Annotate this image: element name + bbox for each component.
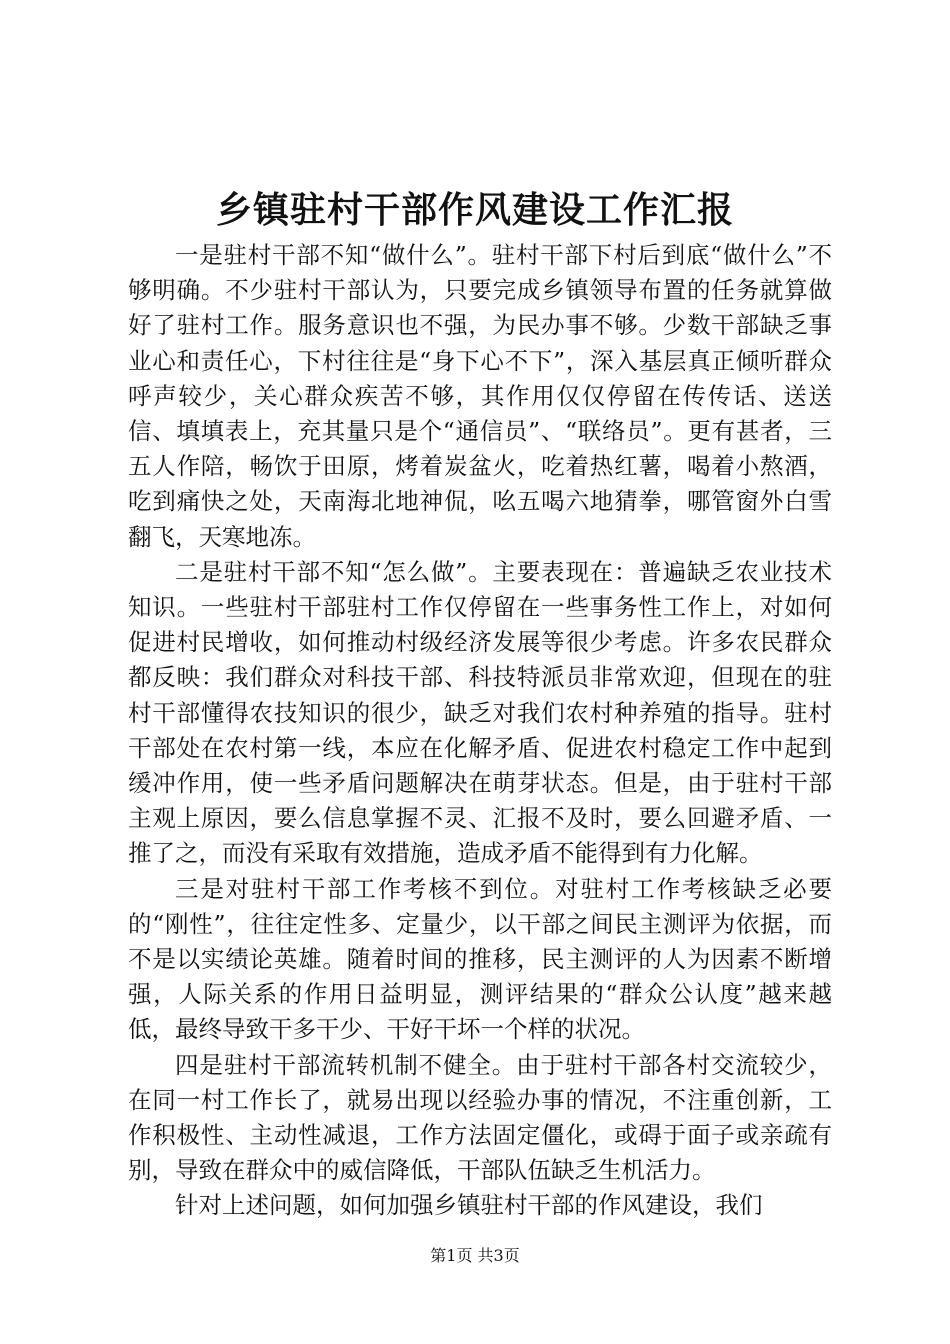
page-footer: 第1页 共3页 [430, 1246, 520, 1265]
paragraph-3: 三是对驻村干部工作考核不到位。对驻村工作考核缺乏必要的“刚性”，往往定性多、定量少，以干部之间民主测评为依据，而不是以实绩论英雄。随着时间的推移，民主测评的人为因素不断增强，人际关系的作用日益明显，测评结果的“群众公认度”越来越低，最终导致干多干少、干好干坏一个样的状况。 [128, 874, 832, 1044]
paragraph-5: 针对上述问题，如何加强乡镇驻村干部的作风建设，我们 [175, 1191, 763, 1220]
document-body [128, 238, 832, 1224]
document-title: 乡镇驻村干部作风建设工作汇报 [215, 189, 734, 231]
paragraph-1: 一是驻村干部不知“做什么”。驻村干部下村后到底“做什么”不够明确。不少驻村干部认为，只要完成乡镇领导布置的任务就算做好了驻村工作。服务意识也不强，为民办事不够。少数干部缺乏事业心和责任心，下村往往是“身下心不下”，深入基层真正倾听群众呼声较少，关心群众疾苦不够，其作用仅仅停留在传传话、送送信、填填表上，充其量只是个“通信员”、“联络员”。更有甚者，三五人作陪，畅饮于田原，烤着炭盆火，吃着热红薯，喝着小熬酒，吃到痛快之处，天南海北地神侃，吆五喝六地猜拳，哪管窗外白雪翻飞，天寒地冻。 [128, 241, 832, 551]
paragraph-4: 四是驻村干部流转机制不健全。由于驻村干部各村交流较少，在同一村工作长了，就易出现以经验办事的情况，不注重创新，工作积极性、主动性减退，工作方法固定僵化，或碍于面子或亲疏有别，导致在群众中的威信降低，干部队伍缺乏生机活力。 [128, 1050, 832, 1185]
paragraph-2: 二是驻村干部不知“怎么做”。主要表现在：普遍缺乏农业技术知识。一些驻村干部驻村工作仅停留在一些事务性工作上，对如何促进村民增收，如何推动村级经济发展等很少考虑。许多农民群众都反映：我们群众对科技干部、科技特派员非常欢迎，但现在的驻村干部懂得农技知识的很少，缺乏对我们农村种养殖的指导。驻村干部处在农村第一线，本应在化解矛盾、促进农村稳定工作中起到缓冲作用，使一些矛盾问题解决在萌芽状态。但是，由于驻村干部主观上原因，要么信息掌握不灵、汇报不及时，要么回避矛盾、一推了之，而没有采取有效措施，造成矛盾不能得到有力化解。 [128, 557, 832, 868]
